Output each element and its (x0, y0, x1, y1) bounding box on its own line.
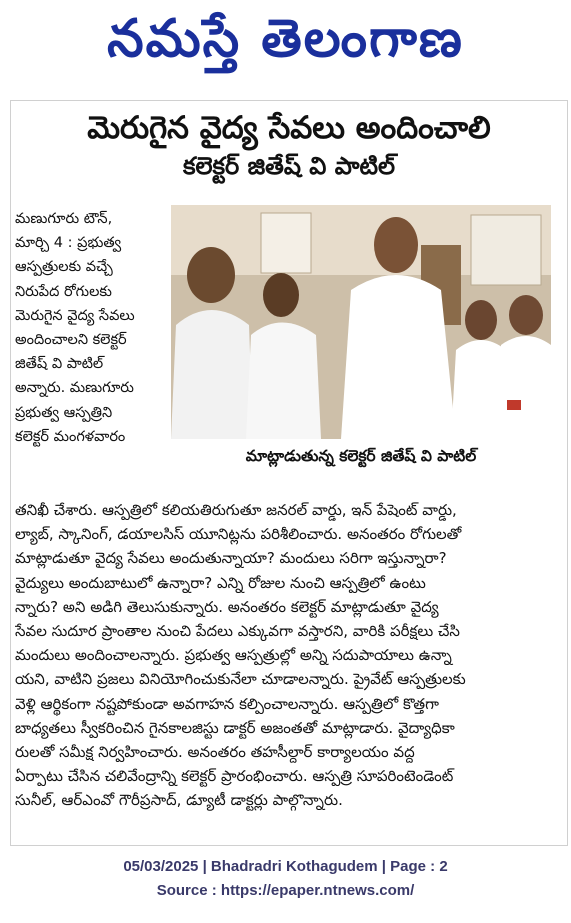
body-line: మందులు అందించాలన్నారు. ప్రభుత్వ ఆస్పత్రుల్లో అన్ని సదుపాయాలు ఉన్నా (15, 646, 452, 665)
column-line: ఆస్పత్రులకు వచ్చే (15, 259, 113, 276)
column-line: నిరుపేద రోగులకు (15, 283, 112, 300)
column-line: మార్చి 4 : ప్రభుత్వ (15, 235, 122, 252)
article-headline: మెరుగైన వైద్య సేవలు అందించాలి (87, 110, 491, 146)
photo-caption: మాట్లాడుతున్న కలెక్టర్ జితేష్ వి పాటిల్ (245, 447, 477, 465)
body-line: రులతో సమీక్ష నిర్వహించారు. అనంతరం తహసీల్దార్ కార్యాలయం వద్ద (15, 743, 415, 762)
column-line: ప్రభుత్వ ఆస్పత్రిని (15, 404, 113, 421)
body-line: వైద్యులు అందుబాటులో ఉన్నారా? ఎన్ని రోజుల నుంచి ఆస్పత్రిలో ఉంటు (15, 573, 426, 592)
body-line: ఏర్పాటు చేసిన చలివేంద్రాన్ని కలెక్టర్ ప్రారంభించారు. ఆస్పత్రి సూపరింటెండెంట్ (15, 767, 454, 786)
article-body-text (15, 498, 563, 813)
body-line: తనిఖీ చేశారు. ఆస్పత్రిలో కలియతిరుగుతూ జనరల్ వార్డు, ఇన్ పేషెంట్ వార్డు, (15, 501, 457, 519)
article-photo (171, 205, 551, 439)
column-line: మణుగూరు టౌన్, (15, 211, 113, 227)
photo-illustration (171, 205, 551, 439)
article-subheadline: కలెక్టర్ జితేష్ వి పాటిల్ (182, 152, 396, 180)
column-line: అందించాలని కలెక్టర్ (15, 332, 127, 349)
body-line: ల్యాబ్, స్కానింగ్, డయాలసిస్ యూనిట్లను పరిశీలించారు. అనంతరం రోగులతో (15, 525, 462, 544)
newspaper-masthead (0, 0, 571, 78)
body-line: సేవల సుదూర ప్రాంతాల నుంచి పేదలు ఎక్కువగా వస్తారని, వారికి పరీక్షలు చేసి (15, 622, 460, 641)
column-line: జితేష్ వి పాటిల్ (15, 356, 104, 373)
masthead-title: నమస్తే తెలంగాణ (107, 9, 464, 69)
body-line: బాధ్యతలు స్వీకరించిన గైనకాలజిస్టు డాక్టర్ అజంతతో మాట్లాడారు. వైద్యాధికా (15, 718, 455, 737)
footer-source: Source : https://epaper.ntnews.com/ (156, 882, 415, 899)
column-line: అన్నారు. మణుగూరు (15, 380, 134, 397)
column-line: మెరుగైన వైద్య సేవలు (15, 307, 135, 324)
column-line: కలెక్టర్ మంగళవారం (15, 428, 126, 445)
body-line: న్నారు? అని అడిగి తెలుసుకున్నారు. అనంతరం కలెక్టర్ మాట్లాడుతూ వైద్య (15, 597, 439, 616)
article-column-text (15, 207, 170, 449)
body-line: సునీల్, ఆర్ఎంవో గౌరీప్రసాద్, డ్యూటీ డాక్టర్లు పాల్గొన్నారు. (15, 791, 343, 810)
body-line: యని, వాటిని ప్రజలు వినియోగించుకునేలా చూడాలన్నారు. ప్రైవేట్ ఆస్పత్రులకు (15, 670, 466, 689)
body-line: మాట్లాడుతూ వైద్య సేవలు అందుతున్నాయా? మందులు సరిగా ఇస్తున్నారా? (15, 549, 447, 568)
article-clipping (10, 100, 568, 846)
footer-date-edition: 05/03/2025 | Bhadradri Kothagudem | Page : 2 (123, 858, 448, 875)
page-footer (0, 855, 571, 903)
body-line: వెళ్లి ఆర్థికంగా నష్టపోకుండా అవగాహన కల్పించాలన్నారు. ఆస్పత్రిలో కొత్తగా (15, 694, 439, 713)
